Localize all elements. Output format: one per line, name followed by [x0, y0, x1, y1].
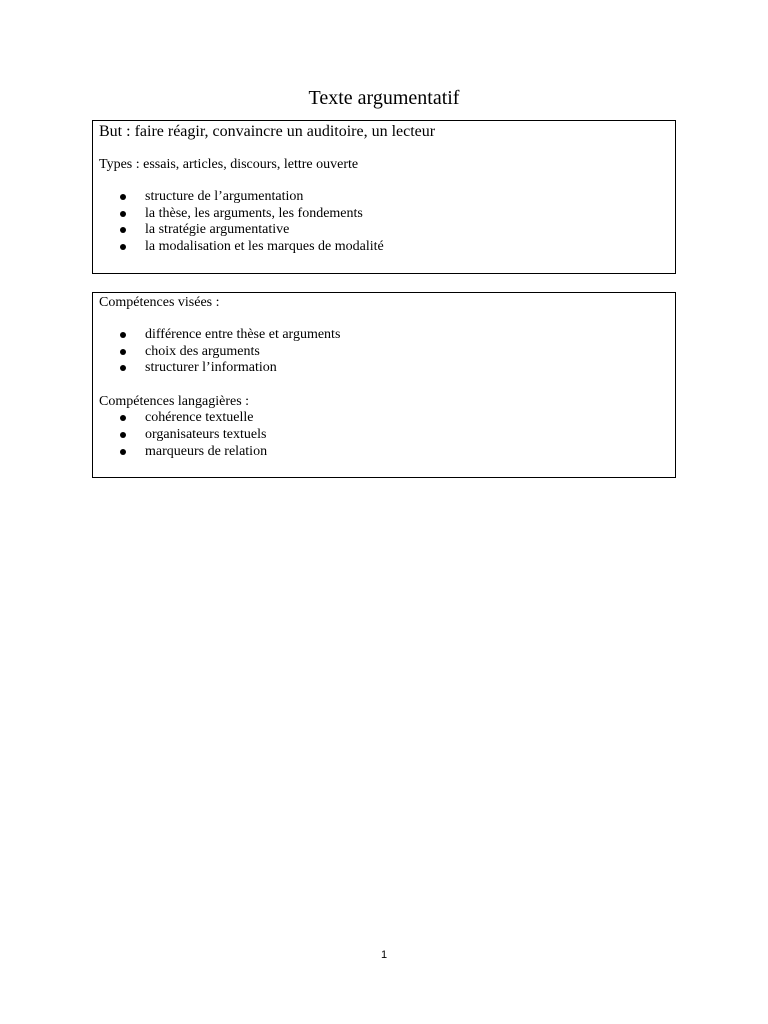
list-item-text: organisateurs textuels — [145, 426, 267, 442]
list-item-text: la modalisation et les marques de modalité — [145, 239, 384, 255]
list-item-text: choix des arguments — [145, 343, 260, 359]
list-item — [99, 222, 669, 239]
list-item-text: cohérence textuelle — [145, 410, 254, 426]
competences-box — [92, 292, 676, 478]
list-item-text: différence entre thèse et arguments — [145, 327, 341, 342]
bullet-icon — [120, 227, 126, 233]
list-item-text: structure de l’argumentation — [145, 189, 304, 204]
document-title: Texte argumentatif — [308, 87, 460, 109]
bullet-icon — [120, 449, 126, 455]
competences-visees-heading: Compétences visées : — [99, 295, 220, 310]
list-item — [99, 344, 669, 361]
purpose-box — [92, 120, 676, 274]
purpose-text: But : faire réagir, convaincre un auditoire, un lecteur — [99, 123, 436, 140]
competences-langagieres-list — [99, 410, 669, 460]
list-item-text: structurer l’information — [145, 360, 277, 376]
bullet-icon — [120, 415, 126, 421]
topics-list — [99, 189, 669, 256]
bullet-icon — [120, 432, 126, 438]
bullet-icon — [120, 349, 126, 355]
list-item — [99, 239, 669, 256]
list-item — [99, 427, 669, 444]
competences-visees-list — [99, 327, 669, 377]
bullet-icon — [120, 365, 126, 371]
list-item — [99, 327, 669, 344]
list-item-text: la thèse, les arguments, les fondements — [145, 205, 363, 221]
bullet-icon — [120, 211, 126, 217]
list-item — [99, 410, 669, 427]
list-item-text: la stratégie argumentative — [145, 222, 290, 238]
bullet-icon — [120, 332, 126, 338]
list-item — [99, 360, 669, 377]
bullet-icon — [120, 244, 126, 250]
list-item — [99, 444, 669, 461]
bullet-icon — [120, 194, 126, 200]
list-item-text: marqueurs de relation — [145, 443, 268, 459]
page-number: 1 — [380, 949, 388, 961]
list-item — [99, 206, 669, 223]
list-item — [99, 189, 669, 206]
types-text: Types : essais, articles, discours, lettre ouverte — [99, 157, 359, 172]
competences-langagieres-heading: Compétences langagières : — [99, 394, 250, 410]
